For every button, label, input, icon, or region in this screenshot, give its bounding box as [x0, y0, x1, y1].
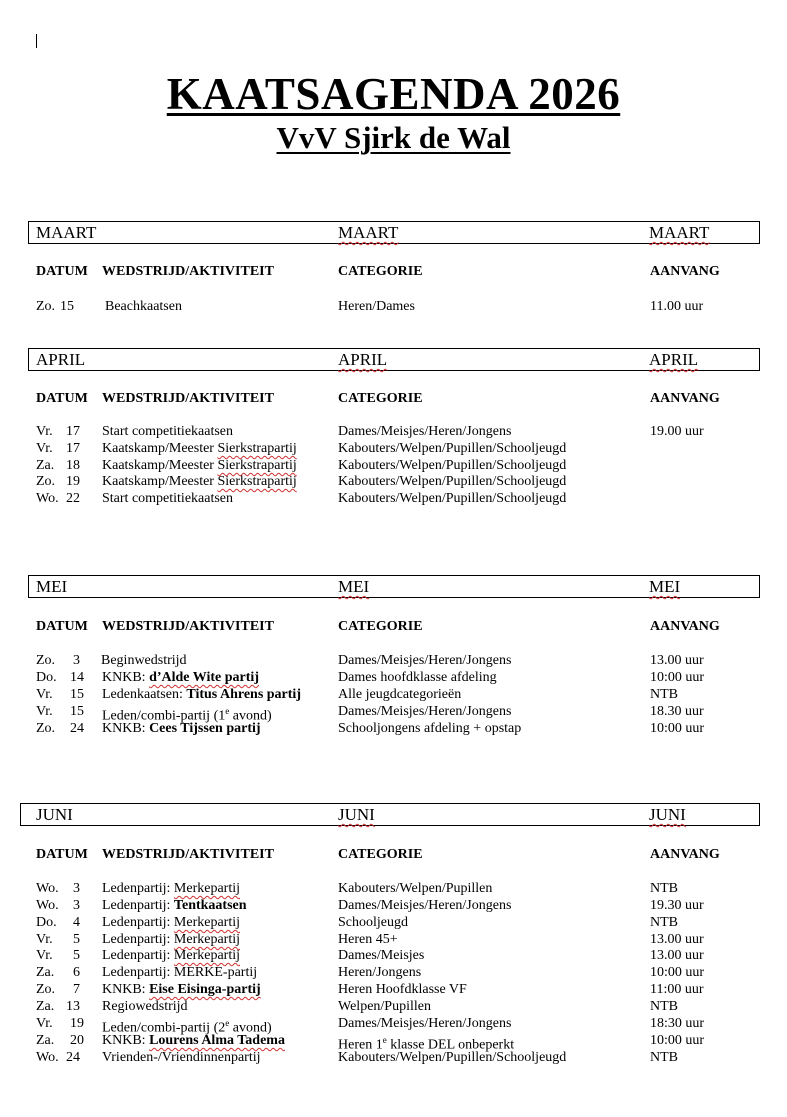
event-time: 13.00 uur	[650, 932, 704, 947]
event-day: Zo.	[36, 474, 56, 489]
event-category: Heren Hoofdklasse VF	[338, 982, 467, 997]
event-category: Dames/Meisjes/Heren/Jongens	[338, 653, 512, 668]
event-day: Zo.	[36, 653, 56, 668]
event-category: Heren 1e klasse DEL onbeperkt	[338, 1035, 515, 1053]
event-row	[0, 440, 787, 457]
event-row	[0, 490, 787, 507]
event-day: Wo.	[36, 898, 59, 913]
column-header-start: AANVANG	[650, 847, 720, 862]
event-date: 17	[66, 424, 80, 439]
month-label: JUNI	[36, 805, 73, 824]
event-activity: Kaatskamp/Meester Sierkstrapartij	[102, 441, 297, 456]
event-activity: Kaatskamp/Meester Sierkstrapartij	[102, 474, 297, 489]
event-row	[0, 914, 787, 931]
event-activity: Ledenkaatsen: Titus Ahrens partij	[102, 687, 301, 702]
event-time: 11:00 uur	[650, 982, 704, 997]
event-category: Kabouters/Welpen/Pupillen/Schooljeugd	[338, 474, 567, 489]
event-date: 5	[73, 932, 80, 947]
event-date: 15	[70, 687, 84, 702]
column-header-activity: WEDSTRIJD/AKTIVITEIT	[102, 619, 274, 634]
event-category: Dames/Meisjes/Heren/Jongens	[338, 898, 512, 913]
event-row	[0, 652, 787, 669]
event-activity: Ledenpartij: Tentkaatsen	[102, 898, 247, 913]
month-header-maart	[28, 221, 760, 244]
month-header-april	[28, 348, 760, 371]
event-day: Vr.	[36, 424, 53, 439]
event-category: Dames hoofdklasse afdeling	[338, 670, 497, 685]
event-date: 3	[73, 881, 80, 896]
event-category: Kabouters/Welpen/Pupillen/Schooljeugd	[338, 491, 567, 506]
month-label: JUNI	[338, 805, 375, 824]
event-day: Zo.	[36, 982, 56, 997]
event-day: Vr.	[36, 704, 53, 719]
event-day: Vr.	[36, 932, 53, 947]
event-time: 13.00 uur	[650, 948, 704, 963]
column-header-activity: WEDSTRIJD/AKTIVITEIT	[102, 847, 274, 862]
month-label: MEI	[338, 577, 370, 596]
event-row	[0, 998, 787, 1015]
event-activity: Leden/combi-partij (2e avond)	[102, 1018, 272, 1036]
event-day: Zo.	[36, 299, 56, 314]
month-label: APRIL	[338, 350, 388, 369]
month-label: MAART	[36, 223, 97, 242]
event-date: 15	[60, 299, 74, 314]
month-label: MAART	[649, 223, 710, 242]
event-row	[0, 457, 787, 474]
event-day: Za.	[36, 458, 55, 473]
event-category: Kabouters/Welpen/Pupillen	[338, 881, 493, 896]
event-time: 10:00 uur	[650, 721, 705, 736]
event-date: 15	[70, 704, 84, 719]
event-row	[0, 1049, 787, 1066]
month-label: APRIL	[649, 350, 699, 369]
month-label: MEI	[36, 577, 68, 596]
event-date: 24	[70, 721, 84, 736]
event-activity: Ledenpartij: Merkepartij	[102, 881, 241, 896]
event-time: 18:30 uur	[650, 1016, 705, 1031]
event-row	[0, 473, 787, 490]
column-header-activity: WEDSTRIJD/AKTIVITEIT	[102, 391, 274, 406]
page-subtitle: VvV Sjirk de Wal	[276, 120, 511, 155]
event-activity: Beginwedstrijd	[101, 653, 187, 668]
month-header-mei	[28, 575, 760, 598]
month-label: APRIL	[36, 350, 86, 369]
event-time: NTB	[650, 881, 678, 896]
event-row	[0, 1032, 787, 1053]
event-category: Welpen/Pupillen	[338, 999, 431, 1014]
column-header-datum: DATUM	[36, 847, 88, 862]
event-time: NTB	[650, 999, 678, 1014]
event-category: Kabouters/Welpen/Pupillen/Schooljeugd	[338, 441, 567, 456]
event-day: Do.	[36, 670, 57, 685]
event-activity: Ledenpartij: Merkepartij	[102, 948, 241, 963]
event-time: 10:00 uur	[650, 1033, 705, 1048]
event-day: Vr.	[36, 441, 53, 456]
page-title: KAATSAGENDA 2026	[166, 69, 621, 119]
event-activity: KNKB: d’Alde Wite partij	[102, 670, 259, 685]
event-row	[0, 720, 787, 737]
event-activity: KNKB: Eise Eisinga-partij	[102, 982, 261, 997]
event-row	[0, 703, 787, 724]
event-category: Kabouters/Welpen/Pupillen/Schooljeugd	[338, 1050, 567, 1065]
event-time: 18.30 uur	[650, 704, 704, 719]
event-activity: Ledenpartij: MERKE-partij	[102, 965, 258, 980]
event-category: Heren/Jongens	[338, 965, 422, 980]
event-date: 22	[66, 491, 80, 506]
event-date: 19	[70, 1016, 84, 1031]
event-activity: Beachkaatsen	[105, 299, 182, 314]
event-day: Za.	[36, 1033, 55, 1048]
event-day: Do.	[36, 915, 57, 930]
event-day: Za.	[36, 999, 55, 1014]
event-activity: Ledenpartij: Merkepartij	[102, 915, 241, 930]
month-label: MAART	[338, 223, 399, 242]
event-time: 19.00 uur	[650, 424, 704, 439]
event-row	[0, 686, 787, 703]
event-date: 6	[73, 965, 80, 980]
event-date: 4	[73, 915, 80, 930]
event-date: 20	[70, 1033, 84, 1048]
event-category: Heren/Dames	[338, 299, 415, 314]
column-header-start: AANVANG	[650, 391, 720, 406]
event-row	[0, 947, 787, 964]
event-activity: Kaatskamp/Meester Sierkstrapartij	[102, 458, 297, 473]
event-activity: KNKB: Cees Tijssen partij	[102, 721, 261, 736]
event-date: 5	[73, 948, 80, 963]
event-time: 19.30 uur	[650, 898, 704, 913]
text-cursor	[36, 34, 37, 48]
event-date: 14	[70, 670, 84, 685]
column-header-category: CATEGORIE	[338, 264, 423, 279]
event-time: NTB	[650, 687, 678, 702]
event-category: Schooljeugd	[338, 915, 408, 930]
event-activity: Leden/combi-partij (1e avond)	[102, 706, 272, 724]
event-row	[0, 964, 787, 981]
month-label: MEI	[649, 577, 681, 596]
column-header-category: CATEGORIE	[338, 847, 423, 862]
event-date: 24	[66, 1050, 80, 1065]
event-category: Alle jeugdcategorieën	[338, 687, 462, 702]
event-day: Vr.	[36, 1016, 53, 1031]
event-row	[0, 931, 787, 948]
event-date: 13	[66, 999, 80, 1014]
event-row	[0, 423, 787, 440]
event-date: 19	[66, 474, 80, 489]
event-activity: Start competitiekaatsen	[102, 491, 234, 506]
event-activity: Regiowedstrijd	[102, 999, 188, 1014]
event-row	[0, 1015, 787, 1036]
column-header-start: AANVANG	[650, 264, 720, 279]
event-day: Zo.	[36, 721, 56, 736]
event-category: Dames/Meisjes/Heren/Jongens	[338, 1016, 512, 1031]
column-header-activity: WEDSTRIJD/AKTIVITEIT	[102, 264, 274, 279]
event-date: 7	[73, 982, 80, 997]
event-day: Za.	[36, 965, 55, 980]
event-row	[0, 897, 787, 914]
event-activity: Start competitiekaatsen	[102, 424, 234, 439]
event-date: 17	[66, 441, 80, 456]
event-day: Vr.	[36, 948, 53, 963]
event-category: Schooljongens afdeling + opstap	[338, 721, 522, 736]
event-time: NTB	[650, 1050, 678, 1065]
event-day: Wo.	[36, 881, 59, 896]
event-time: 10:00 uur	[650, 670, 705, 685]
event-category: Kabouters/Welpen/Pupillen/Schooljeugd	[338, 458, 567, 473]
event-row	[0, 669, 787, 686]
event-time: 11.00 uur	[650, 299, 704, 314]
event-time: 10:00 uur	[650, 965, 705, 980]
event-day: Vr.	[36, 687, 53, 702]
column-header-datum: DATUM	[36, 619, 88, 634]
event-date: 3	[73, 653, 80, 668]
column-header-datum: DATUM	[36, 391, 88, 406]
column-header-start: AANVANG	[650, 619, 720, 634]
event-date: 18	[66, 458, 80, 473]
event-category: Dames/Meisjes/Heren/Jongens	[338, 704, 512, 719]
event-category: Dames/Meisjes	[338, 948, 425, 963]
event-category: Dames/Meisjes/Heren/Jongens	[338, 424, 512, 439]
event-day: Wo.	[36, 491, 59, 506]
column-header-category: CATEGORIE	[338, 391, 423, 406]
column-header-category: CATEGORIE	[338, 619, 423, 634]
event-activity: KNKB: Lourens Alma Tadema	[102, 1033, 285, 1048]
column-header-datum: DATUM	[36, 264, 88, 279]
event-row	[0, 981, 787, 998]
event-category: Heren 45+	[338, 932, 398, 947]
month-label: JUNI	[649, 805, 686, 824]
event-time: NTB	[650, 915, 678, 930]
event-activity: Vrienden-/Vriendinnenpartij	[102, 1050, 261, 1065]
event-day: Wo.	[36, 1050, 59, 1065]
event-date: 3	[73, 898, 80, 913]
event-activity: Ledenpartij: Merkepartij	[102, 932, 241, 947]
event-time: 13.00 uur	[650, 653, 704, 668]
event-row	[0, 880, 787, 897]
month-header-juni	[20, 803, 760, 826]
event-row	[0, 298, 787, 315]
